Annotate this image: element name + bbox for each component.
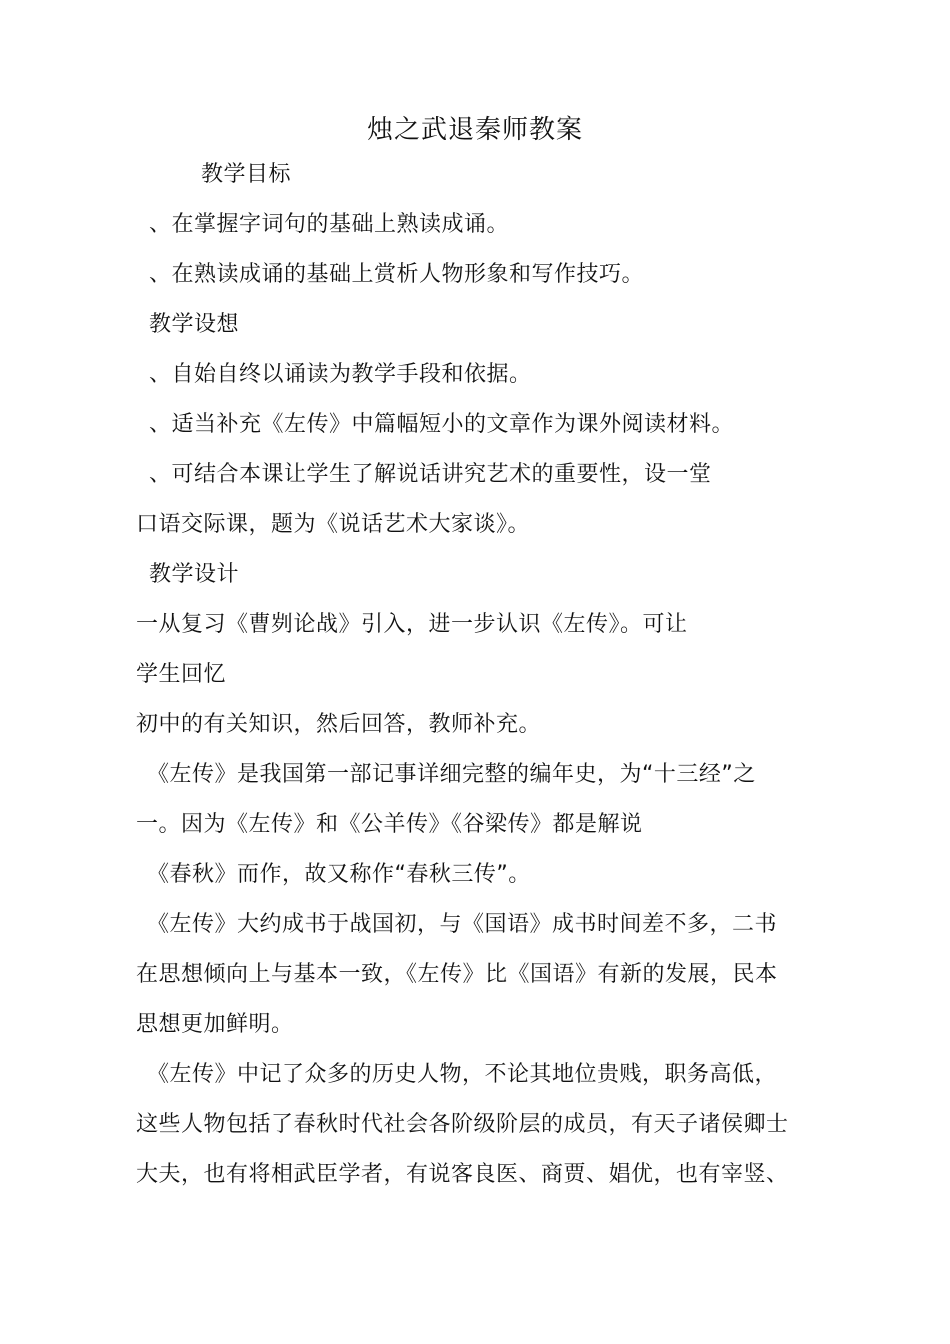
section-heading-plan: 教学设想	[149, 312, 240, 337]
body-line: 一从复习《曹刿论战》引入，进一步认识《左传》。可让	[136, 612, 688, 637]
body-line: 在思想倾向上与基本一致，《左传》比《国语》有新的发展，民本	[136, 962, 778, 987]
plan-item: 、自始自终以诵读为教学手段和依据。	[149, 362, 532, 387]
body-line: 《左传》中记了众多的历史人物，不论其地位贵贱，职务高低，	[147, 1062, 778, 1087]
body-line: 这些人物包括了春秋时代社会各阶级阶层的成员，有天子诸侯卿士	[136, 1112, 789, 1137]
body-line: 一。因为《左传》和《公羊传》《谷梁传》都是解说	[136, 812, 643, 837]
objective-item: 、在掌握字词句的基础上熟读成诵。	[149, 212, 510, 237]
plan-item: 、可结合本课让学生了解说话讲究艺术的重要性，设一堂	[149, 462, 712, 487]
section-heading-objectives: 教学目标	[201, 162, 292, 187]
body-line: 初中的有关知识，然后回答，教师补充。	[136, 712, 542, 737]
body-line: 《左传》大约成书于战国初，与《国语》成书时间差不多，二书	[147, 912, 778, 937]
body-line: 《春秋》而作，故又称作“春秋三传”。	[147, 862, 531, 887]
body-line: 口语交际课，题为《说话艺术大家谈》。	[136, 512, 531, 537]
body-line: 大夫，也有将相武臣学者，有说客良医、商贾、娼优，也有宰竖、	[136, 1162, 789, 1187]
body-line: 学生回忆	[136, 662, 227, 687]
section-heading-design: 教学设计	[149, 562, 240, 587]
plan-item: 、适当补充《左传》中篇幅短小的文章作为课外阅读材料。	[149, 412, 735, 437]
objective-item: 、在熟读成诵的基础上赏析人物形象和写作技巧。	[149, 262, 645, 287]
document-title: 烛之武退秦师教案	[366, 115, 583, 145]
body-line: 思想更加鲜明。	[136, 1012, 294, 1037]
body-line: 《左传》是我国第一部记事详细完整的编年史，为“十三经”之	[147, 762, 756, 787]
